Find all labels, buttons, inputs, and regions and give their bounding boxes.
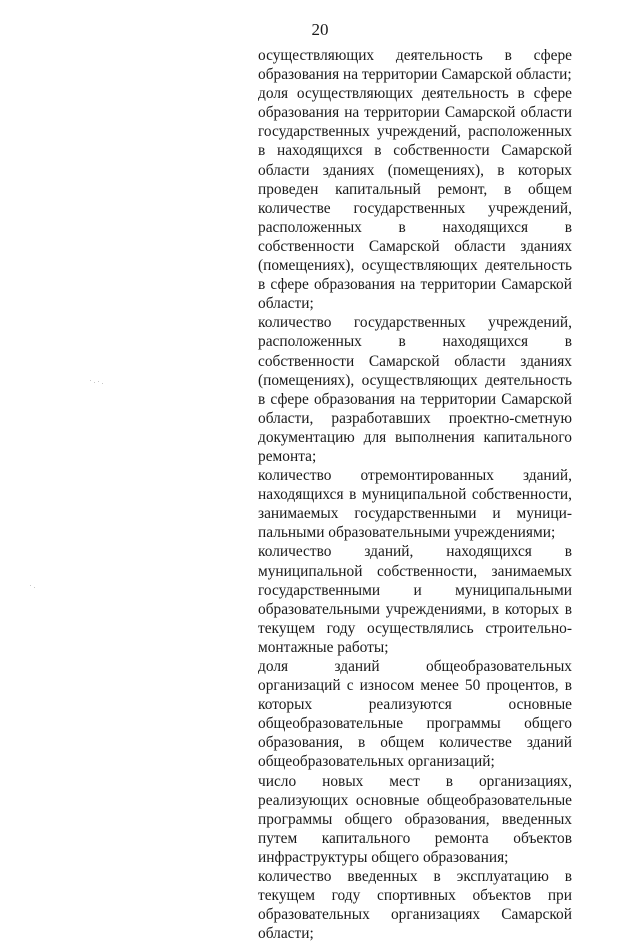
scan-speck [30,585,31,586]
paragraph: количество государственных учреждений, расположенных в находящихся в собственности Самарской области зданиях (помещениях), осуществляющих деятельность в сфере образования на территории Самарской области, разработавших проектно-сметную документацию для выполнения капитального ремонта; [258,314,572,465]
paragraph: количество введенных в эксплуатацию в текущем году спортивных объектов при образовательных организациях Самарской области; [258,868,572,943]
paragraph: доля осуществляющих деятельность в сфере образования на территории Самарской области государственных учреждений, расположенных в находящихся в собственности Самарской области зданиях (помещениях), в которых проведен капитальный ремонт, в общем количестве государственных учреждений, расположенных в находящихся в собственности Самарской области зданиях (помещениях), осуществляющих деятельность в сфере образования на территории Самарской области; [258,85,572,313]
scan-speck [94,382,95,383]
scan-speck [98,381,99,382]
scan-speck [102,383,103,384]
paragraph: число новых мест в организациях, реализующих основные общеобразовательные программы общего образования, введенных путем капитального ремонта объектов инфраструктуры общего образования; [258,772,572,866]
paragraph: количество зданий, находящихся в муниципальной собственности, занимаемых государственными и муниципальными образовательными учреждениями, в которых в текущем году осуществлялись строительно-монтажные работы; [258,543,572,656]
paragraph: осуществляющих деятельность в сфере образования на территории Самарской области; [258,47,572,84]
paragraph: количество отремонтированных зданий, находящихся в муниципальной собственности, занимаемых государственными и муниципальными образовательными учреждениями; [258,467,572,542]
document-body [258,46,572,943]
page-number: 20 [311,20,329,39]
scan-speck [34,587,35,588]
paragraph: доля зданий общеобразовательных организаций с износом менее 50 процентов, в которых реализуются основные общеобразовательные программы общего образования, в общем количестве зданий общеобразовательных организаций; [258,658,572,771]
scan-speck [90,380,91,381]
